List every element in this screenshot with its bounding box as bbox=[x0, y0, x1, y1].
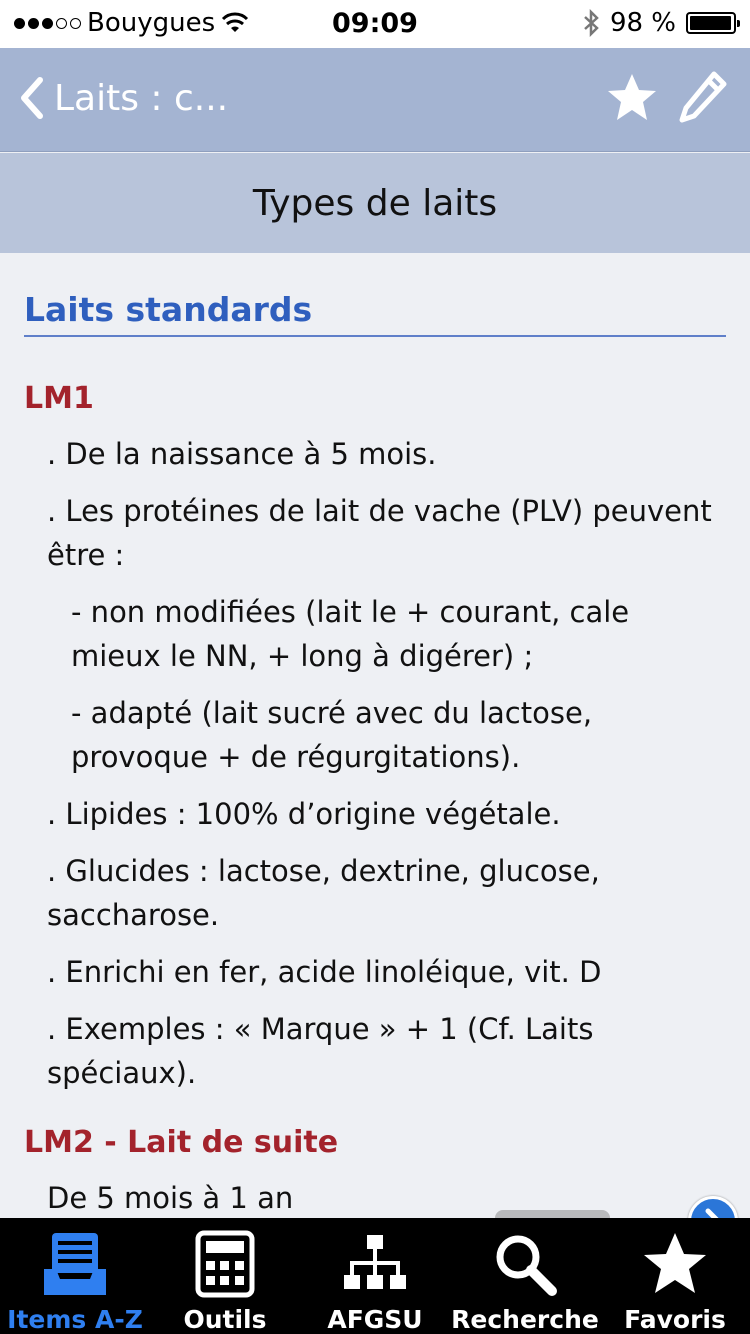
carrier-name: Bouygues bbox=[87, 8, 216, 38]
calculator-icon bbox=[187, 1228, 263, 1299]
list-item: De 5 mois à 1 an bbox=[47, 1181, 294, 1215]
chevron-left-icon bbox=[18, 76, 44, 120]
article-content bbox=[24, 290, 726, 1233]
inbox-list-icon bbox=[37, 1228, 113, 1299]
list-item: . Enrichi en fer, acide linoléique, vit. D bbox=[47, 955, 602, 989]
battery-percent: 98 % bbox=[609, 8, 676, 38]
lm1-list bbox=[24, 432, 726, 1095]
list-item: . Glucides : lactose, dextrine, glucose, saccharose. bbox=[47, 854, 600, 932]
star-icon[interactable] bbox=[604, 70, 660, 126]
list-subitem: - adapté (lait sucré avec du lactose, provoque + de régurgitations). bbox=[71, 696, 593, 774]
subsection-title-lm1: LM1 bbox=[24, 381, 94, 416]
tab-items-a-z[interactable]: Items A-Z bbox=[0, 1218, 150, 1334]
list-item: . Les protéines de lait de vache (PLV) peuvent être : bbox=[47, 494, 712, 572]
hierarchy-icon bbox=[337, 1228, 413, 1299]
subsection-title-lm2: LM2 - Lait de suite bbox=[24, 1125, 339, 1160]
back-button[interactable] bbox=[18, 76, 228, 120]
navigation-bar bbox=[0, 48, 750, 152]
tab-bar bbox=[0, 1218, 750, 1334]
status-bar bbox=[0, 0, 750, 48]
search-icon bbox=[487, 1228, 563, 1299]
list-item: . Lipides : 100% d’origine végétale. bbox=[47, 797, 561, 831]
back-label: Laits : c... bbox=[54, 77, 229, 119]
bluetooth-icon bbox=[582, 9, 600, 37]
section-title: Laits standards bbox=[24, 290, 726, 337]
system-status bbox=[582, 8, 736, 38]
tab-recherche[interactable]: Recherche bbox=[450, 1218, 600, 1334]
pencil-icon[interactable] bbox=[678, 70, 728, 126]
list-item: . De la naissance à 5 mois. bbox=[47, 437, 437, 471]
clock: 09:09 bbox=[332, 8, 418, 39]
list-item: . Exemples : « Marque » + 1 (Cf. Laits spéciaux). bbox=[47, 1012, 594, 1090]
nav-actions bbox=[604, 70, 728, 126]
battery-icon bbox=[686, 12, 736, 34]
battery-level bbox=[690, 16, 731, 30]
star-icon bbox=[637, 1228, 713, 1299]
tab-outils[interactable]: Outils bbox=[150, 1218, 300, 1334]
page-title: Types de laits bbox=[0, 153, 750, 253]
tab-afgsu[interactable]: AFGSU bbox=[300, 1218, 450, 1334]
lm2-list bbox=[24, 1176, 726, 1220]
tab-favoris[interactable]: Favoris bbox=[600, 1218, 750, 1334]
list-subitem: - non modifiées (lait le + courant, cale mieux le NN, + long à digérer) ; bbox=[71, 595, 630, 673]
